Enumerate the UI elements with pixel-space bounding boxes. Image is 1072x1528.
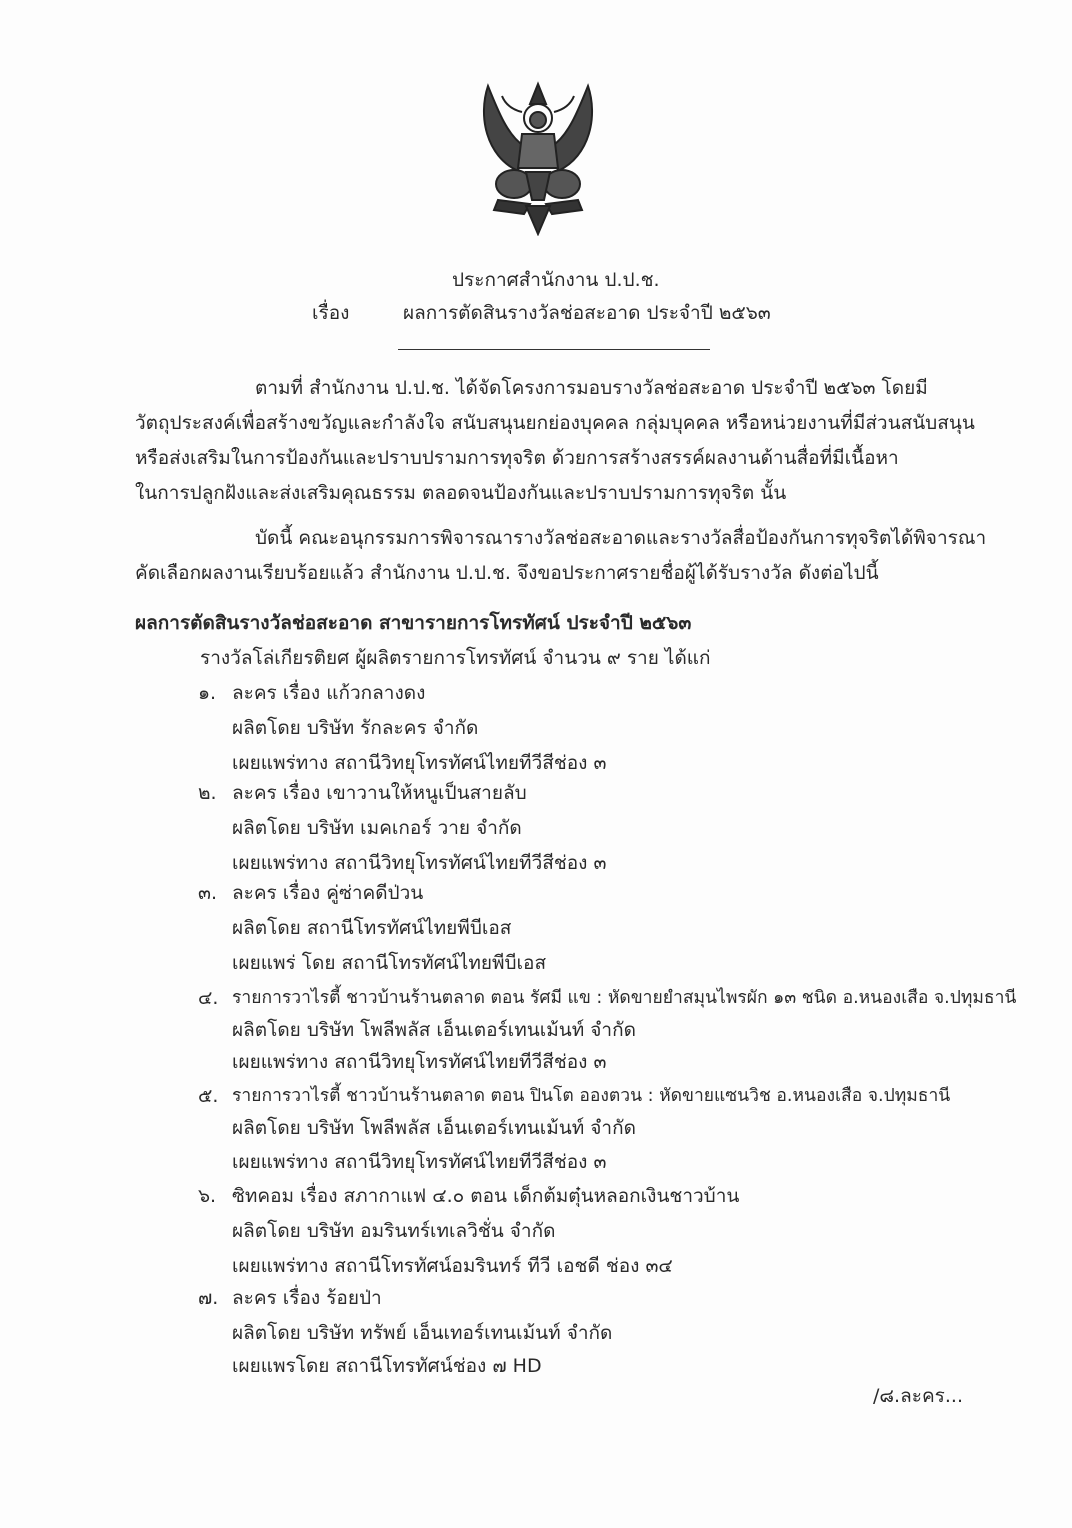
para2-line2: คัดเลือกผลงานเรียบร้อยแล้ว สำนักงาน ป.ป.ช. จึงขอประกาศรายชื่อผู้ได้รับรางวัล ดังต่อไปนี้ — [135, 562, 879, 584]
award-broadcast: เผยแพร่ทาง สถานีวิทยุโทรทัศน์ไทยทีวีสีช่อง ๓ — [232, 752, 607, 774]
section-heading: ผลการตัดสินรางวัลช่อสะอาด สาขารายการโทรทัศน์ ประจำปี ๒๕๖๓ — [135, 612, 692, 634]
award-broadcast: เผยแพรโดย สถานีโทรทัศน์ช่อง ๗ HD — [232, 1355, 542, 1377]
award-producer: ผลิตโดย บริษัท โพลีพลัส เอ็นเตอร์เทนเม้นท์ จำกัด — [232, 1019, 636, 1041]
award-title: ละคร เรื่อง เขาวานให้หนูเป็นสายลับ — [232, 782, 527, 804]
announcement-title: ประกาศสำนักงาน ป.ป.ช. — [452, 269, 660, 291]
award-producer: ผลิตโดย บริษัท โพลีพลัส เอ็นเตอร์เทนเม้นท์ จำกัด — [232, 1117, 636, 1139]
para1-line3: หรือส่งเสริมในการป้องกันและปราบปรามการทุจริต ด้วยการสร้างสรรค์ผลงานด้านสื่อที่มีเนื้อหา — [135, 447, 899, 469]
award-intro: รางวัลโล่เกียรติยศ ผู้ผลิตรายการโทรทัศน์ จำนวน ๙ ราย ได้แก่ — [200, 647, 711, 669]
award-producer: ผลิตโดย บริษัท รักละคร จำกัด — [232, 717, 479, 739]
award-number: ๒. — [198, 782, 217, 804]
title-divider — [398, 349, 710, 350]
continuation-marker: /๘.ละคร... — [873, 1385, 963, 1407]
award-broadcast: เผยแพร่ โดย สถานีโทรทัศน์ไทยพีบีเอส — [232, 952, 547, 974]
award-title: ละคร เรื่อง ร้อยป่า — [232, 1287, 382, 1309]
award-number: ๕. — [198, 1085, 219, 1107]
award-number: ๖. — [198, 1185, 217, 1207]
award-broadcast: เผยแพร่ทาง สถานีวิทยุโทรทัศน์ไทยทีวีสีช่อง ๓ — [232, 1151, 607, 1173]
award-title: รายการวาไรตี้ ชาวบ้านร้านตลาด ตอน รัศมี แข : หัดขายยำสมุนไพรผัก ๑๓ ชนิด อ.หนองเสือ จ.ปทุมธานี — [232, 988, 1017, 1008]
para1-line4: ในการปลูกฝังและส่งเสริมคุณธรรม ตลอดจนป้องกันและปราบปรามการทุจริต นั้น — [135, 482, 787, 504]
award-number: ๗. — [198, 1287, 219, 1309]
award-number: ๓. — [198, 882, 218, 904]
award-title: ละคร เรื่อง แก้วกลางดง — [232, 682, 426, 704]
award-producer: ผลิตโดย สถานีโทรทัศน์ไทยพีบีเอส — [232, 917, 512, 939]
para1-line2: วัตถุประสงค์เพื่อสร้างขวัญและกำลังใจ สนับสนุนยกย่องบุคคล กลุ่มบุคคล หรือหน่วยงานที่มีส่วนสนับสนุน — [135, 412, 975, 434]
garuda-emblem-icon — [468, 76, 608, 236]
para2-line1: บัดนี้ คณะอนุกรรมการพิจารณารางวัลช่อสะอาดและรางวัลสื่อป้องกันการทุจริตได้พิจารณา — [255, 527, 987, 549]
subject-label: เรื่อง — [312, 302, 350, 324]
award-broadcast: เผยแพร่ทาง สถานีวิทยุโทรทัศน์ไทยทีวีสีช่อง ๓ — [232, 1051, 607, 1073]
award-producer: ผลิตโดย บริษัท ทรัพย์ เอ็นเทอร์เทนเม้นท์ จำกัด — [232, 1322, 613, 1344]
award-broadcast: เผยแพร่ทาง สถานีโทรทัศน์อมรินทร์ ทีวี เอชดี ช่อง ๓๔ — [232, 1255, 673, 1277]
award-title: ซิทคอม เรื่อง สภากาแฟ ๔.๐ ตอน เด็กต้มตุ๋นหลอกเงินชาวบ้าน — [232, 1185, 740, 1207]
award-producer: ผลิตโดย บริษัท อมรินทร์เทเลวิชั่น จำกัด — [232, 1220, 556, 1242]
award-broadcast: เผยแพร่ทาง สถานีวิทยุโทรทัศน์ไทยทีวีสีช่อง ๓ — [232, 852, 607, 874]
award-number: ๑. — [198, 682, 217, 704]
award-title: ละคร เรื่อง คู่ซ่าคดีป่วน — [232, 882, 424, 904]
award-title: รายการวาไรตี้ ชาวบ้านร้านตลาด ตอน ปินโต อองตวน : หัดขายแซนวิช อ.หนองเสือ จ.ปทุมธานี — [232, 1086, 951, 1106]
award-number: ๔. — [198, 987, 219, 1009]
para1-line1: ตามที่ สำนักงาน ป.ป.ช. ได้จัดโครงการมอบรางวัลช่อสะอาด ประจำปี ๒๕๖๓ โดยมี — [255, 377, 928, 399]
award-producer: ผลิตโดย บริษัท เมคเกอร์ วาย จำกัด — [232, 817, 522, 839]
subject-text: ผลการตัดสินรางวัลช่อสะอาด ประจำปี ๒๕๖๓ — [403, 302, 771, 324]
